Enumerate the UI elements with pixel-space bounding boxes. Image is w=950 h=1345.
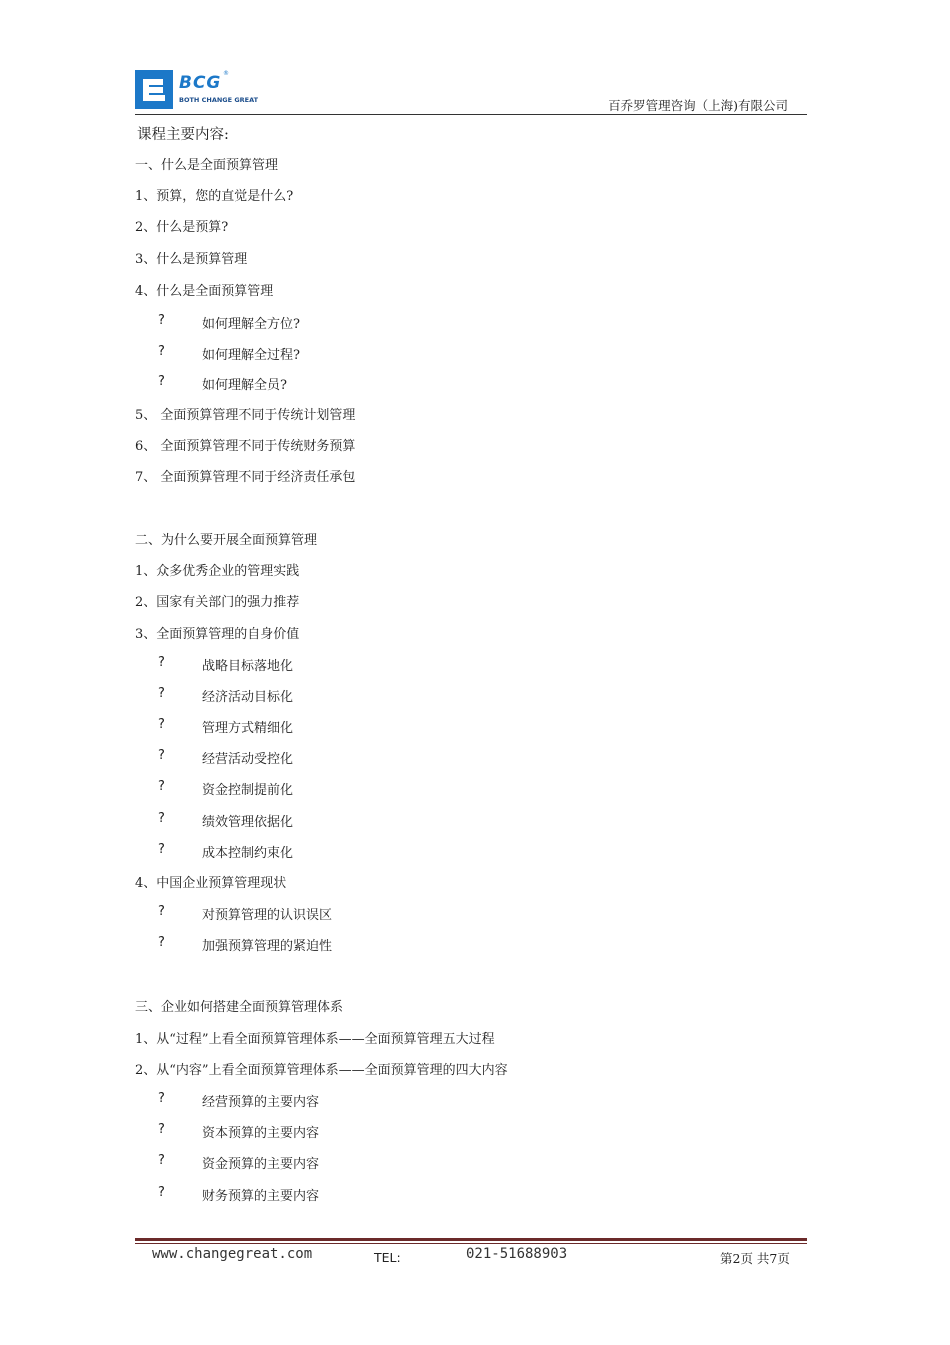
bullet-item: 管理方式精细化	[202, 721, 294, 736]
bullet-item: 资金预算的主要内容	[202, 1157, 320, 1172]
logo-registered-mark: ®	[223, 70, 229, 77]
section-heading: 一、什么是全面预算管理	[135, 158, 279, 173]
footer-divider-thin	[135, 1243, 807, 1244]
footer-phone: 021-51688903	[466, 1246, 568, 1262]
bullet-item: 经营活动受控化	[202, 752, 294, 767]
list-item: 4、中国企业预算管理现状	[135, 876, 287, 891]
list-item: 7、 全面预算管理不同于经济责任承包	[135, 470, 356, 485]
logo-subtitle: BOTH CHANGE GREAT	[179, 96, 259, 104]
list-item: 3、全面预算管理的自身价值	[135, 627, 300, 642]
list-item: 6、 全面预算管理不同于传统财务预算	[135, 439, 356, 454]
company-logo	[135, 70, 270, 109]
list-item: 2、国家有关部门的强力推荐	[135, 595, 300, 610]
footer-tel-label: TEL:	[374, 1250, 401, 1265]
bullet-item: 如何理解全方位?	[202, 317, 300, 332]
bullet-item: 财务预算的主要内容	[202, 1189, 320, 1204]
bullet-marker: ?	[158, 686, 165, 701]
bullet-item: 成本控制约束化	[202, 846, 294, 861]
bullet-item: 如何理解全过程?	[202, 348, 300, 363]
bullet-marker: ?	[158, 1185, 165, 1200]
bullet-item: 绩效管理依据化	[202, 815, 294, 830]
bullet-marker: ?	[158, 935, 165, 950]
list-item: 1、众多优秀企业的管理实践	[135, 564, 300, 579]
page-indicator: 第2页 共7页	[720, 1251, 790, 1266]
bullet-marker: ?	[158, 374, 165, 389]
company-name: 百乔罗管理咨询（上海)有限公司	[608, 98, 788, 113]
bullet-item: 加强预算管理的紧迫性	[202, 939, 333, 954]
footer-divider	[135, 1238, 807, 1241]
logo-mark-icon	[135, 70, 173, 109]
bullet-item: 资本预算的主要内容	[202, 1126, 320, 1141]
list-item: 3、什么是预算管理	[135, 252, 248, 267]
bullet-marker: ?	[158, 904, 165, 919]
bullet-marker: ?	[158, 344, 165, 359]
bullet-marker: ?	[158, 717, 165, 732]
list-item: 1、从“过程”上看全面预算管理体系——全面预算管理五大过程	[135, 1032, 495, 1047]
list-item: 5、 全面预算管理不同于传统计划管理	[135, 408, 356, 423]
bullet-item: 经营预算的主要内容	[202, 1095, 320, 1110]
bullet-marker: ?	[158, 842, 165, 857]
list-item: 1、预算，您的直觉是什么?	[135, 189, 294, 204]
header-divider	[135, 114, 807, 115]
bullet-item: 对预算管理的认识误区	[202, 908, 333, 923]
bullet-item: 战略目标落地化	[202, 659, 294, 674]
section-heading: 三、企业如何搭建全面预算管理体系	[135, 1000, 344, 1015]
footer-url: www.changegreat.com	[152, 1246, 313, 1262]
bullet-marker: ?	[158, 779, 165, 794]
bullet-item: 经济活动目标化	[202, 690, 294, 705]
bullet-item: 如何理解全员?	[202, 378, 287, 393]
page-title: 课程主要内容:	[137, 127, 229, 143]
bullet-marker: ?	[158, 748, 165, 763]
bullet-marker: ?	[158, 313, 165, 328]
list-item: 2、什么是预算?	[135, 220, 229, 235]
bullet-marker: ?	[158, 655, 165, 670]
bullet-marker: ?	[158, 1122, 165, 1137]
bullet-marker: ?	[158, 811, 165, 826]
list-item: 4、什么是全面预算管理	[135, 284, 274, 299]
bullet-marker: ?	[158, 1091, 165, 1106]
bullet-marker: ?	[158, 1153, 165, 1168]
bullet-item: 资金控制提前化	[202, 783, 294, 798]
section-heading: 二、为什么要开展全面预算管理	[135, 533, 318, 548]
list-item: 2、从“内容”上看全面预算管理体系——全面预算管理的四大内容	[135, 1063, 508, 1078]
logo-text: BCG	[179, 73, 222, 93]
